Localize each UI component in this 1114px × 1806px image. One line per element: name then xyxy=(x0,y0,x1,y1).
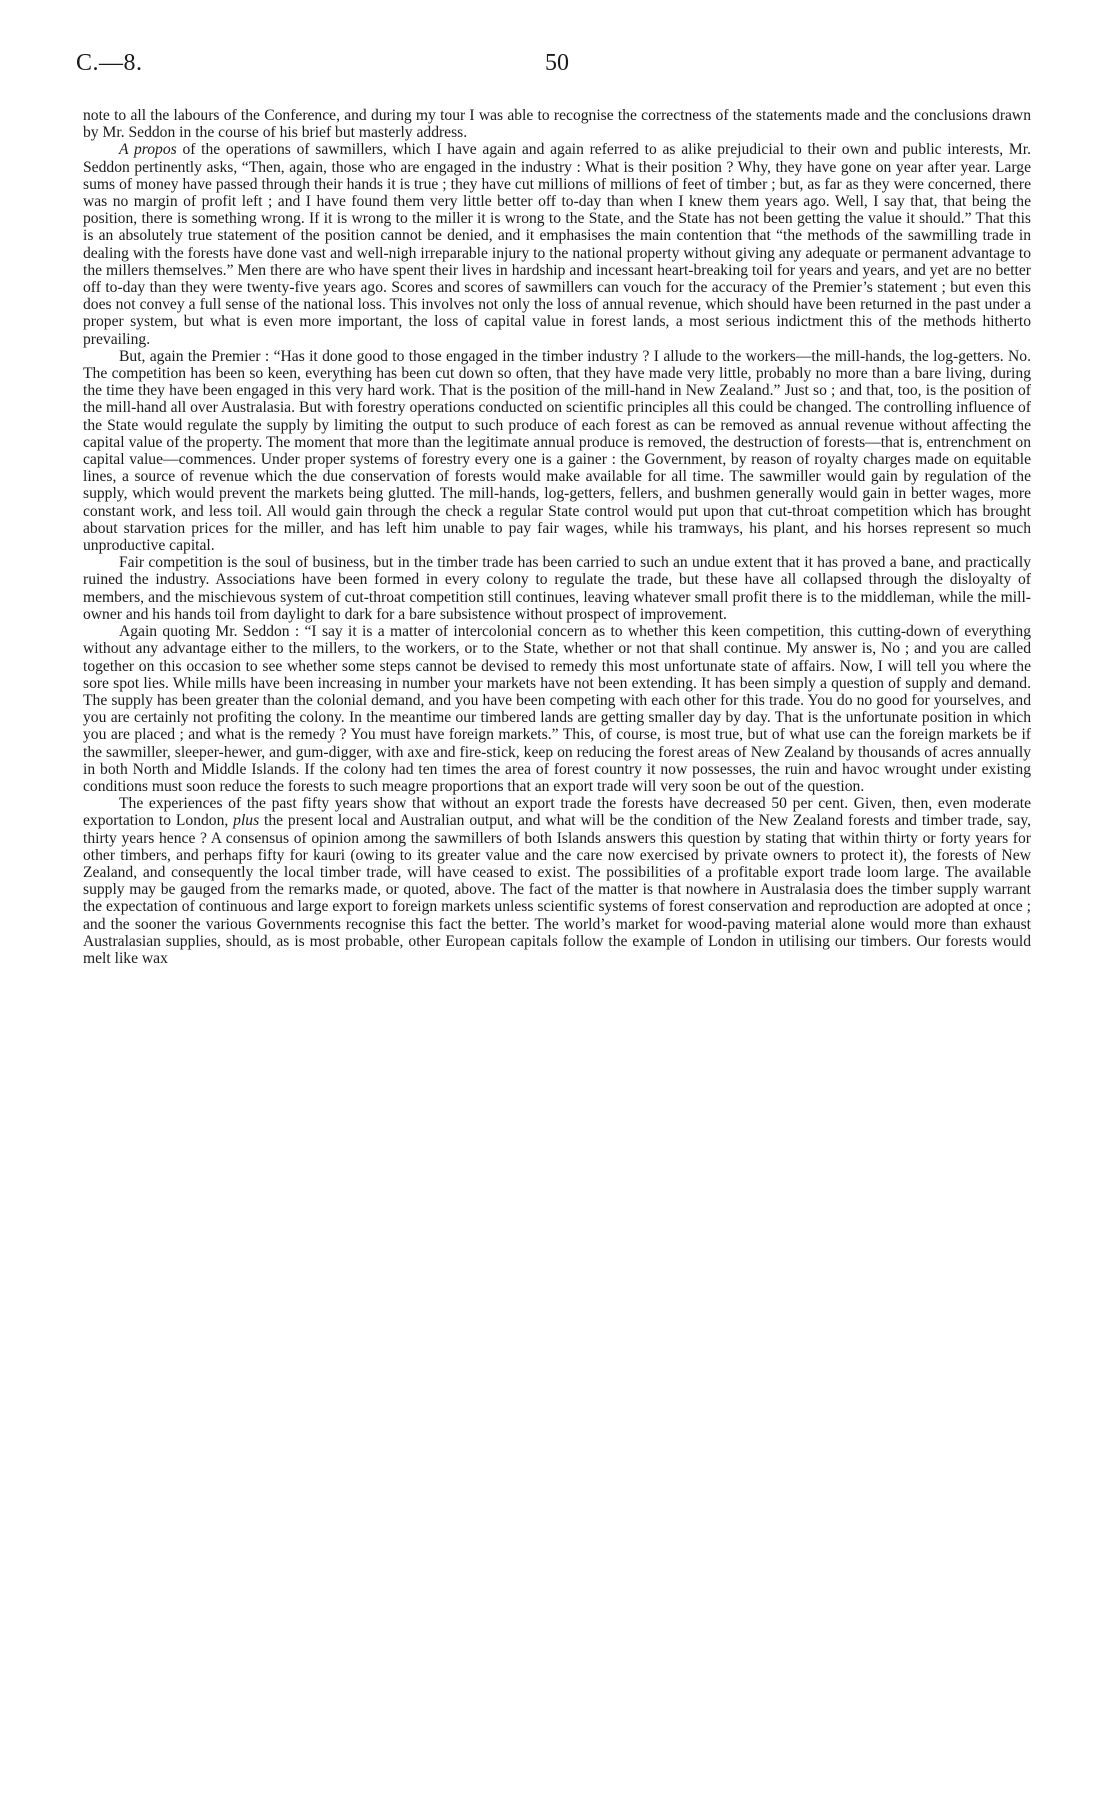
italic-phrase: A propos xyxy=(119,141,177,159)
paragraph-text: note to all the labours of the Conference, and during my tour I was able to recognise the correctness of the statements made and the conclusions drawn by Mr. Seddon in the course of his brief but masterly address. xyxy=(83,107,1031,142)
paragraph-5 xyxy=(83,623,1031,795)
paragraph-2 xyxy=(83,141,1031,347)
paragraph-text: the present local and Australian output, and what will be the condition of the New Zealand forests and timber trade, say, thirty years hence ? A consensus of opinion among the sawmillers of both Islands answers this question by stating that within thirty or forty years for other timbers, and perhaps fifty for kauri (owing to its greater value and the care now exercised by private owners to protect it), the forests of New Zealand, and consequently the local timber trade, will have ceased to exist. The possibilities of a profitable export trade loom large. The available supply may be gauged from the remarks made, or quoted, above. The fact of the matter is that nowhere in Australasia does the timber supply warrant the expectation of continuous and large export to foreign markets unless scientific systems of forest conservation and reproduction are adopted at once ; and the sooner the various Governments recognise this fact the better. The world’s market for wood-paving material alone would more than exhaust Australasian supplies, should, as is most probable, other European capitals follow the example of London in utilising our timbers. Our forests would melt like wax xyxy=(83,812,1032,967)
paragraph-4 xyxy=(83,554,1031,623)
paragraph-text: Fair competition is the soul of business, but in the timber trade has been carried to such an undue extent that it has proved a bane, and practically ruined the industry. Associations have been formed in every colony to regulate the trade, but these have all collapsed through the disloyalty of members, and the mischievous system of cut-throat competition still continues, leaving whatever small profit there is to the middleman, while the mill-owner and his hands toil from daylight to dark for a bare subsistence without prospect of improvement. xyxy=(83,554,1031,623)
paragraph-1 xyxy=(83,107,1031,141)
italic-phrase: plus xyxy=(233,812,260,830)
document-reference: C.—8. xyxy=(76,50,143,76)
page-number: 50 xyxy=(545,50,569,76)
paragraph-text: But, again the Premier : “Has it done good to those engaged in the timber industry ? I allude to the workers—the mill-hands, the log-getters. No. The competition has been so keen, everything has been cut down so often, that they have made very little, probably no more than a bare living, during the time they have been engaged in this very hard work. That is the position of the mill-hand in New Zealand.” Just so ; and that, too, is the position of the mill-hand all over Australasia. But with forestry operations conducted on scientific principles all this could be changed. The controlling influence of the State would regulate the supply by limiting the output to such produce of each forest as can be removed as annual revenue without affecting the capital value of the property. The moment that more than the legitimate annual produce is removed, the destruction of forests—that is, entrenchment on capital value—commences. Under proper systems of forestry every one is a gainer : the Government, by reason of royalty charges made on equitable lines, a source of revenue which the due conservation of forests would make available for all time. The sawmiller would gain by regulation of the supply, which would prevent the markets being glutted. The mill-hands, log-getters, fellers, and bushmen generally would gain in better wages, more constant work, and less toil. All would gain through the check a regular State control would put upon that cut-throat competition which has brought about starvation prices for the miller, and has left him unable to pay fair wages, while his tramways, his plant, and his horses represent so much unproductive capital. xyxy=(83,347,1031,555)
paragraph-text: The experiences of the past fifty years show that without an export trade the forests have decreased 50 per cent. Given, then, even moderate exportation to London, xyxy=(83,795,1031,830)
paragraph-6 xyxy=(83,795,1031,967)
paragraph-3 xyxy=(83,348,1031,554)
paragraph-text: Again quoting Mr. Seddon : “I say it is a matter of intercolonial concern as to whether this keen competition, this cutting-down of everything without any advantage either to the millers, to the workers, or to the State, whether or not that shall continue. My answer is, No ; and you are called together on this occasion to see whether some steps cannot be devised to remedy this most unfortunate state of affairs. Now, I will tell you where the sore spot lies. While mills have been increasing in number your markets have not been extending. It has been simply a question of supply and demand. The supply has been greater than the colonial demand, and you have been competing with each other for this trade. You do no good for yourselves, and you are certainly not profiting the colony. In the meantime our timbered lands are getting smaller day by day. That is the unfortunate position in which you are placed ; and what is the remedy ? You must have foreign markets.” This, of course, is most true, but of what use can the foreign markets be if the sawmiller, sleeper-hewer, and gum-digger, with axe and fire-stick, keep on reducing the forest areas of New Zealand by thousands of acres annually in both North and Middle Islands. If the colony had ten times the area of forest country it now possesses, the ruin and havoc wrought under existing conditions must soon reduce the forests to such meagre proportions that an export trade will very soon be out of the question. xyxy=(83,623,1031,795)
page-header xyxy=(76,50,1038,90)
paragraph-text: of the operations of sawmillers, which I have again and again referred to as alike prejudicial to their own and public interests, Mr. Seddon pertinently asks, “Then, again, those who are engaged in the industry : What is their position ? Why, they have gone on year after year. Large sums of money have passed through their hands it is true ; they have cut millions of millions of feet of timber ; but, as far as they were concerned, there was no margin of profit left ; and I have found them very little better off to-day than when I knew them years ago. Well, I say that, that being the position, there is something wrong. If it is wrong to the miller it is wrong to the State, and the State has not been getting the value it should.” That this is an absolutely true statement of the position cannot be denied, and it emphasises the main contention that “the methods of the sawmilling trade in dealing with the forests have done vast and well-nigh irreparable injury to the national property without giving any adequate or permanent advantage to the millers themselves.” Men there are who have spent their lives in hardship and incessant heart-breaking toil for years and years, and yet are no better off to-day than they were twenty-five years ago. Scores and scores of sawmillers can vouch for the accuracy of the Premier’s statement ; but even this does not convey a full sense of the national loss. This involves not only the loss of annual revenue, which should have been returned in the past under a proper system, but what is even more important, the loss of capital value in forest lands, a most serious indictment this of the methods hitherto prevailing. xyxy=(83,141,1031,348)
page-body xyxy=(83,107,1031,967)
